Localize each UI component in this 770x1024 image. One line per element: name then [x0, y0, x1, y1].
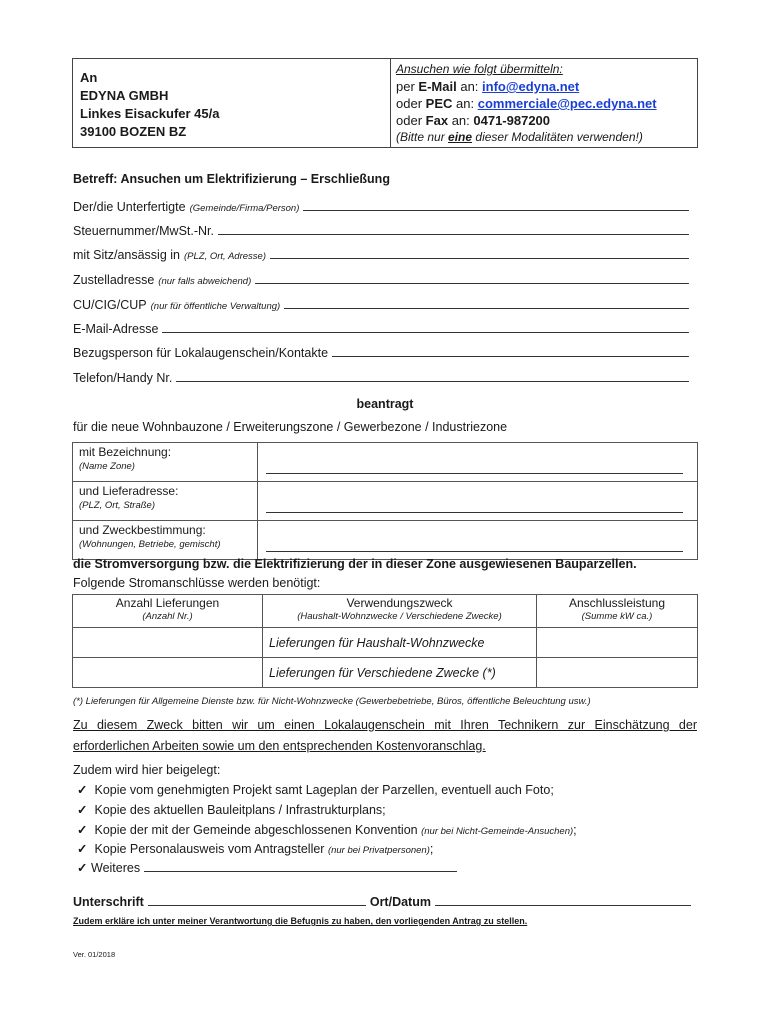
recipient-street: Linkes Eisackufer 45/a	[80, 106, 220, 121]
header-usage	[263, 595, 537, 628]
field-label: Telefon/Handy Nr.	[73, 371, 173, 385]
pec-prefix: oder	[396, 96, 423, 111]
declaration: Zudem erkläre ich unter meiner Verantwortung die Befugnis zu haben, den vorliegenden Antrag zu stellen.	[73, 916, 528, 926]
field-label: Steuernummer/MwSt.-Nr.	[73, 224, 215, 238]
checkmark-icon: ✓	[77, 823, 88, 837]
count-cell[interactable]	[73, 658, 263, 688]
attachment-item-other	[77, 860, 457, 875]
fax-label: Fax	[425, 113, 449, 128]
connection-row	[73, 658, 698, 688]
fill-line[interactable]	[266, 511, 683, 513]
attachment-item	[77, 782, 554, 797]
power-cell[interactable]	[537, 628, 698, 658]
checkmark-icon: ✓	[77, 842, 88, 856]
header-title: Verwendungszweck	[346, 596, 453, 610]
pec-link[interactable]: commerciale@pec.edyna.net	[477, 96, 657, 111]
fill-line[interactable]	[270, 248, 689, 259]
email-link[interactable]: info@edyna.net	[482, 79, 580, 94]
request-line-1: Zu diesem Zweck bitten wir um einen Lokalaugenschein mit Ihren Technikern zur Einschätzung der	[73, 718, 697, 732]
zone-hint: (Name Zone)	[79, 461, 135, 472]
submission-pec-row	[396, 95, 697, 112]
signature-row	[73, 895, 695, 909]
field-hint: (PLZ, Ort, Adresse)	[183, 251, 266, 262]
attachments-intro: Zudem wird hier beigelegt:	[73, 763, 221, 777]
attachment-text: Kopie der mit der Gemeinde abgeschlossenen Konvention	[94, 823, 418, 837]
header-block	[72, 58, 698, 148]
field-phone[interactable]	[73, 371, 689, 385]
zone-label-cell	[73, 521, 258, 560]
field-cu-cig-cup[interactable]	[73, 298, 689, 312]
attachment-hint: (nur bei Nicht-Gemeinde-Ansuchen)	[421, 826, 574, 837]
attachment-hint: (nur bei Privatpersonen)	[327, 845, 430, 856]
attachment-item	[77, 841, 433, 856]
zone-hint: (PLZ, Ort, Straße)	[79, 500, 156, 511]
connections-table	[72, 594, 698, 688]
email-label: E-Mail	[418, 79, 457, 94]
note-end: dieser Modalitäten verwenden!)	[475, 130, 643, 144]
field-contact-person[interactable]	[73, 346, 689, 360]
fill-line[interactable]	[255, 273, 689, 284]
field-label: Der/die Unterfertigte	[73, 200, 186, 214]
field-hint: (Gemeinde/Firma/Person)	[189, 203, 300, 214]
zone-label: mit Bezeichnung:	[79, 445, 172, 459]
field-label: E-Mail-Adresse	[73, 322, 159, 336]
attachment-text: Kopie des aktuellen Bauleitplans / Infrastrukturplans;	[94, 803, 386, 817]
usage-cell: Lieferungen für Haushalt-Wohnzwecke	[263, 628, 537, 658]
submission-methods	[391, 59, 697, 147]
attachment-text: Kopie Personalausweis vom Antragsteller	[94, 842, 325, 856]
header-power	[537, 595, 698, 628]
zone-intro: für die neue Wohnbauzone / Erweiterungszone / Gewerbezone / Industriezone	[73, 420, 508, 434]
fill-line[interactable]	[284, 298, 689, 309]
count-cell[interactable]	[73, 628, 263, 658]
zone-label: und Lieferadresse:	[79, 484, 179, 498]
field-hint: (nur falls abweichend)	[158, 276, 252, 287]
pec-label: PEC	[425, 96, 453, 111]
zone-row	[73, 482, 698, 521]
power-cell[interactable]	[537, 658, 698, 688]
header-deliveries	[73, 595, 263, 628]
zone-input-cell[interactable]	[258, 521, 698, 560]
usage-cell: Lieferungen für Verschiedene Zwecke (*)	[263, 658, 537, 688]
note-emphasis: eine	[448, 130, 473, 144]
note-start: (Bitte nur	[396, 130, 445, 144]
recipient-line: An	[80, 70, 98, 85]
zone-row	[73, 521, 698, 560]
fill-line[interactable]	[266, 472, 683, 474]
submission-note	[396, 129, 697, 146]
fill-line[interactable]	[176, 371, 689, 382]
attachment-text: Kopie vom genehmigten Projekt samt Lageplan der Parzellen, eventuell auch Foto;	[94, 783, 554, 797]
signature-line[interactable]	[148, 895, 366, 906]
field-label: Bezugsperson für Lokalaugenschein/Kontakte	[73, 346, 329, 360]
submission-fax-row	[396, 112, 697, 129]
zone-label: und Zweckbestimmung:	[79, 523, 206, 537]
fax-prefix: oder	[396, 113, 423, 128]
email-sep: an:	[460, 79, 479, 94]
header-title: Anschlussleistung	[568, 596, 666, 610]
zone-input-cell[interactable]	[258, 443, 698, 482]
field-hint: (nur für öffentliche Verwaltung)	[150, 301, 281, 312]
field-tax-number[interactable]	[73, 224, 689, 238]
zone-label-cell	[73, 482, 258, 521]
request-line-2: erforderlichen Arbeiten sowie um den entsprechenden Kostenvoranschlag.	[73, 739, 486, 753]
zone-hint: (Wohnungen, Betriebe, gemischt)	[79, 539, 221, 550]
fill-line[interactable]	[303, 200, 689, 211]
fill-line[interactable]	[144, 861, 457, 872]
header-sub: (Haushalt-Wohnzwecke / Verschiedene Zwecke)	[297, 611, 502, 622]
pec-sep: an:	[456, 96, 475, 111]
zone-table	[72, 442, 698, 560]
fill-line[interactable]	[332, 346, 689, 357]
checkmark-icon: ✓	[77, 803, 88, 817]
submission-heading: Ansuchen wie folgt übermitteln:	[396, 62, 563, 76]
field-email[interactable]	[73, 322, 689, 336]
fax-number: 0471-987200	[473, 113, 551, 128]
header-title: Anzahl Lieferungen	[115, 596, 220, 610]
attachment-item	[77, 822, 577, 837]
header-sub: (Summe kW ca.)	[581, 611, 653, 622]
signature-label: Unterschrift	[73, 895, 144, 909]
checkmark-icon: ✓	[77, 861, 88, 875]
field-seat[interactable]	[73, 248, 689, 262]
connection-row	[73, 628, 698, 658]
recipient-company: EDYNA GMBH	[80, 88, 169, 103]
connections-header-row	[73, 595, 698, 628]
fill-line[interactable]	[218, 224, 689, 235]
zone-row	[73, 443, 698, 482]
attachment-text: Weiteres	[91, 861, 141, 875]
version-label: Ver. 01/2018	[73, 950, 116, 959]
place-date-line[interactable]	[435, 895, 691, 906]
attachment-tail: ;	[429, 842, 434, 856]
field-label: mit Sitz/ansässig in	[73, 248, 180, 262]
place-date-label: Ort/Datum	[369, 895, 431, 909]
attachment-item	[77, 802, 386, 817]
recipient-address	[73, 59, 391, 147]
zone-label-cell	[73, 443, 258, 482]
fax-sep: an:	[451, 113, 470, 128]
zone-input-cell[interactable]	[258, 482, 698, 521]
footnote: (*) Lieferungen für Allgemeine Dienste bzw. für Nicht-Wohnzwecke (Gewerbebetriebe, Büros, öffentliche Beleuchtung usw.)	[73, 696, 591, 707]
header-sub: (Anzahl Nr.)	[142, 611, 193, 622]
field-undersigned[interactable]	[73, 200, 689, 214]
submission-email-row	[396, 78, 697, 95]
field-label: CU/CIG/CUP	[73, 298, 147, 312]
purpose-text: die Stromversorgung bzw. die Elektrifizierung der in dieser Zone ausgewiesenen Bauparzellen.	[73, 557, 637, 571]
requested-heading: beantragt	[356, 397, 414, 411]
fill-line[interactable]	[266, 550, 683, 552]
recipient-city: 39100 BOZEN BZ	[80, 124, 187, 139]
connections-intro: Folgende Stromanschlüsse werden benötigt:	[73, 576, 321, 590]
field-label: Zustelladresse	[73, 273, 155, 287]
attachment-tail: ;	[573, 823, 577, 837]
field-delivery-address[interactable]	[73, 273, 689, 287]
fill-line[interactable]	[162, 322, 689, 333]
checkmark-icon: ✓	[77, 783, 88, 797]
email-prefix: per	[396, 79, 415, 94]
subject-line: Betreff: Ansuchen um Elektrifizierung – Erschließung	[73, 172, 390, 186]
